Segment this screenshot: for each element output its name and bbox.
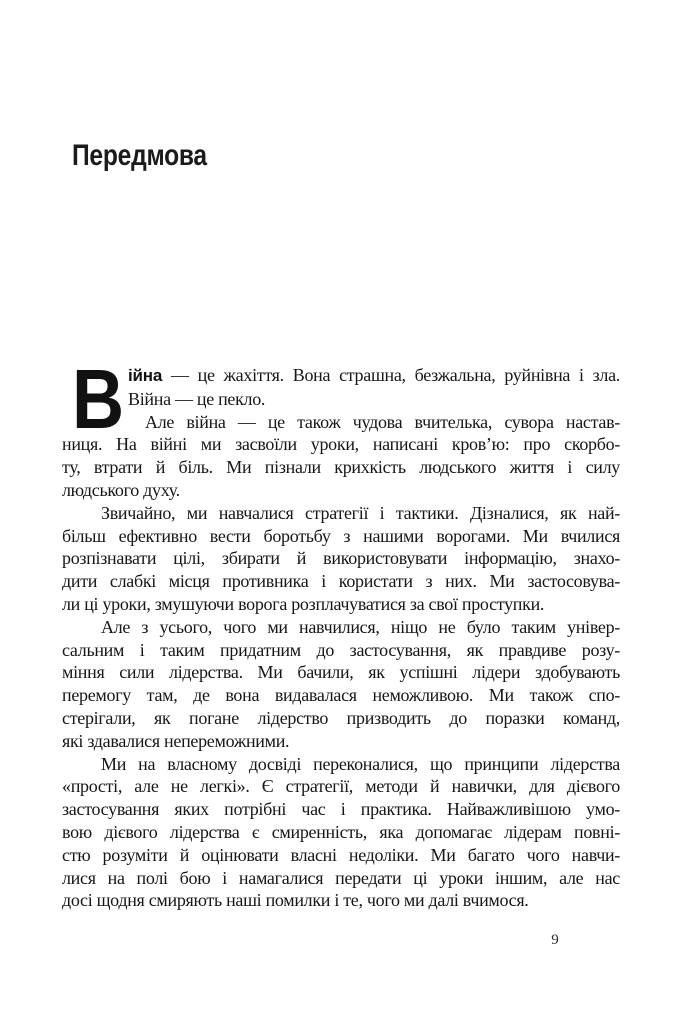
text-line: вою дієвого лідерства є смиренність, яка допомагає лідерам повні- (62, 821, 620, 842)
body-text (62, 352, 620, 912)
text-line: Війна — це пекло. (128, 388, 266, 409)
text-line: ту, втрати й біль. Ми пізнали крихкість людського життя і силу (62, 457, 620, 478)
text-line: перемогу там, де вона видавалася неможливою. Ми також спо- (62, 685, 620, 706)
text-line: ли ці уроки, змушуючи ворога розплачуватися за свої проступки. (62, 593, 545, 614)
drop-cap-letter: В (72, 352, 125, 446)
text-line: дити слабкі місця противника і користати з них. Ми застосовува- (62, 571, 620, 592)
text-line: Звичайно, ми навчалися стратегії і тактики. Дізналися, як най- (101, 502, 620, 523)
text-line: які здавалися непереможними. (62, 730, 290, 751)
text-line: стю розуміти й оцінювати власні недоліки. Ми багато чого навчи- (62, 844, 620, 865)
text-line: Але війна — це також чудова вчителька, сувора настав- (145, 411, 620, 432)
text-line: лися на полі бою і намагалися передати ці уроки іншим, але нас (62, 867, 620, 888)
text-line: застосування яких потрібні час і практика. Найважливішою умо- (62, 799, 620, 820)
lead-bold-word: ійна (128, 366, 163, 385)
text-line: Ми на власному досвіді переконалися, що принципи лідерства (101, 753, 620, 774)
text-line: сальним і таким придатним до застосування, як правдиве розу- (62, 639, 620, 660)
page-number: 9 (551, 932, 559, 948)
text-line: досі щодня смиряють наші помилки і те, чого ми далі вчимося. (62, 890, 529, 911)
text-run: — це жахіття. Вона страшна, безжальна, руйнівна і зла. (171, 365, 620, 385)
text-line: розпізнавати цілі, збирати й використовувати інформацію, знахо- (62, 548, 620, 569)
text-line (62, 364, 620, 388)
text-line: людського духу. (62, 479, 180, 500)
paragraphs (62, 352, 620, 912)
chapter-title (72, 139, 236, 173)
text-line: міння сили лідерства. Ми бачили, як успішні лідери здобувають (62, 662, 620, 683)
text-line: стерігали, як погане лідерство призводить до поразки команд, (62, 707, 620, 728)
drop-cap (72, 352, 125, 446)
text-line: Але з усього, чого ми навчилися, ніщо не було таким універ- (101, 616, 620, 637)
text-line: ниця. На війні ми засвоїли уроки, написані кров’ю: про скорбо- (62, 434, 620, 455)
text-line: «прості, але не легкі». Є стратегії, методи й навички, для дієвого (62, 776, 620, 797)
chapter-title-text: Передмова (72, 139, 207, 172)
text-line: більш ефективно вести боротьбу з нашими ворогами. Ми вчилися (62, 525, 620, 546)
